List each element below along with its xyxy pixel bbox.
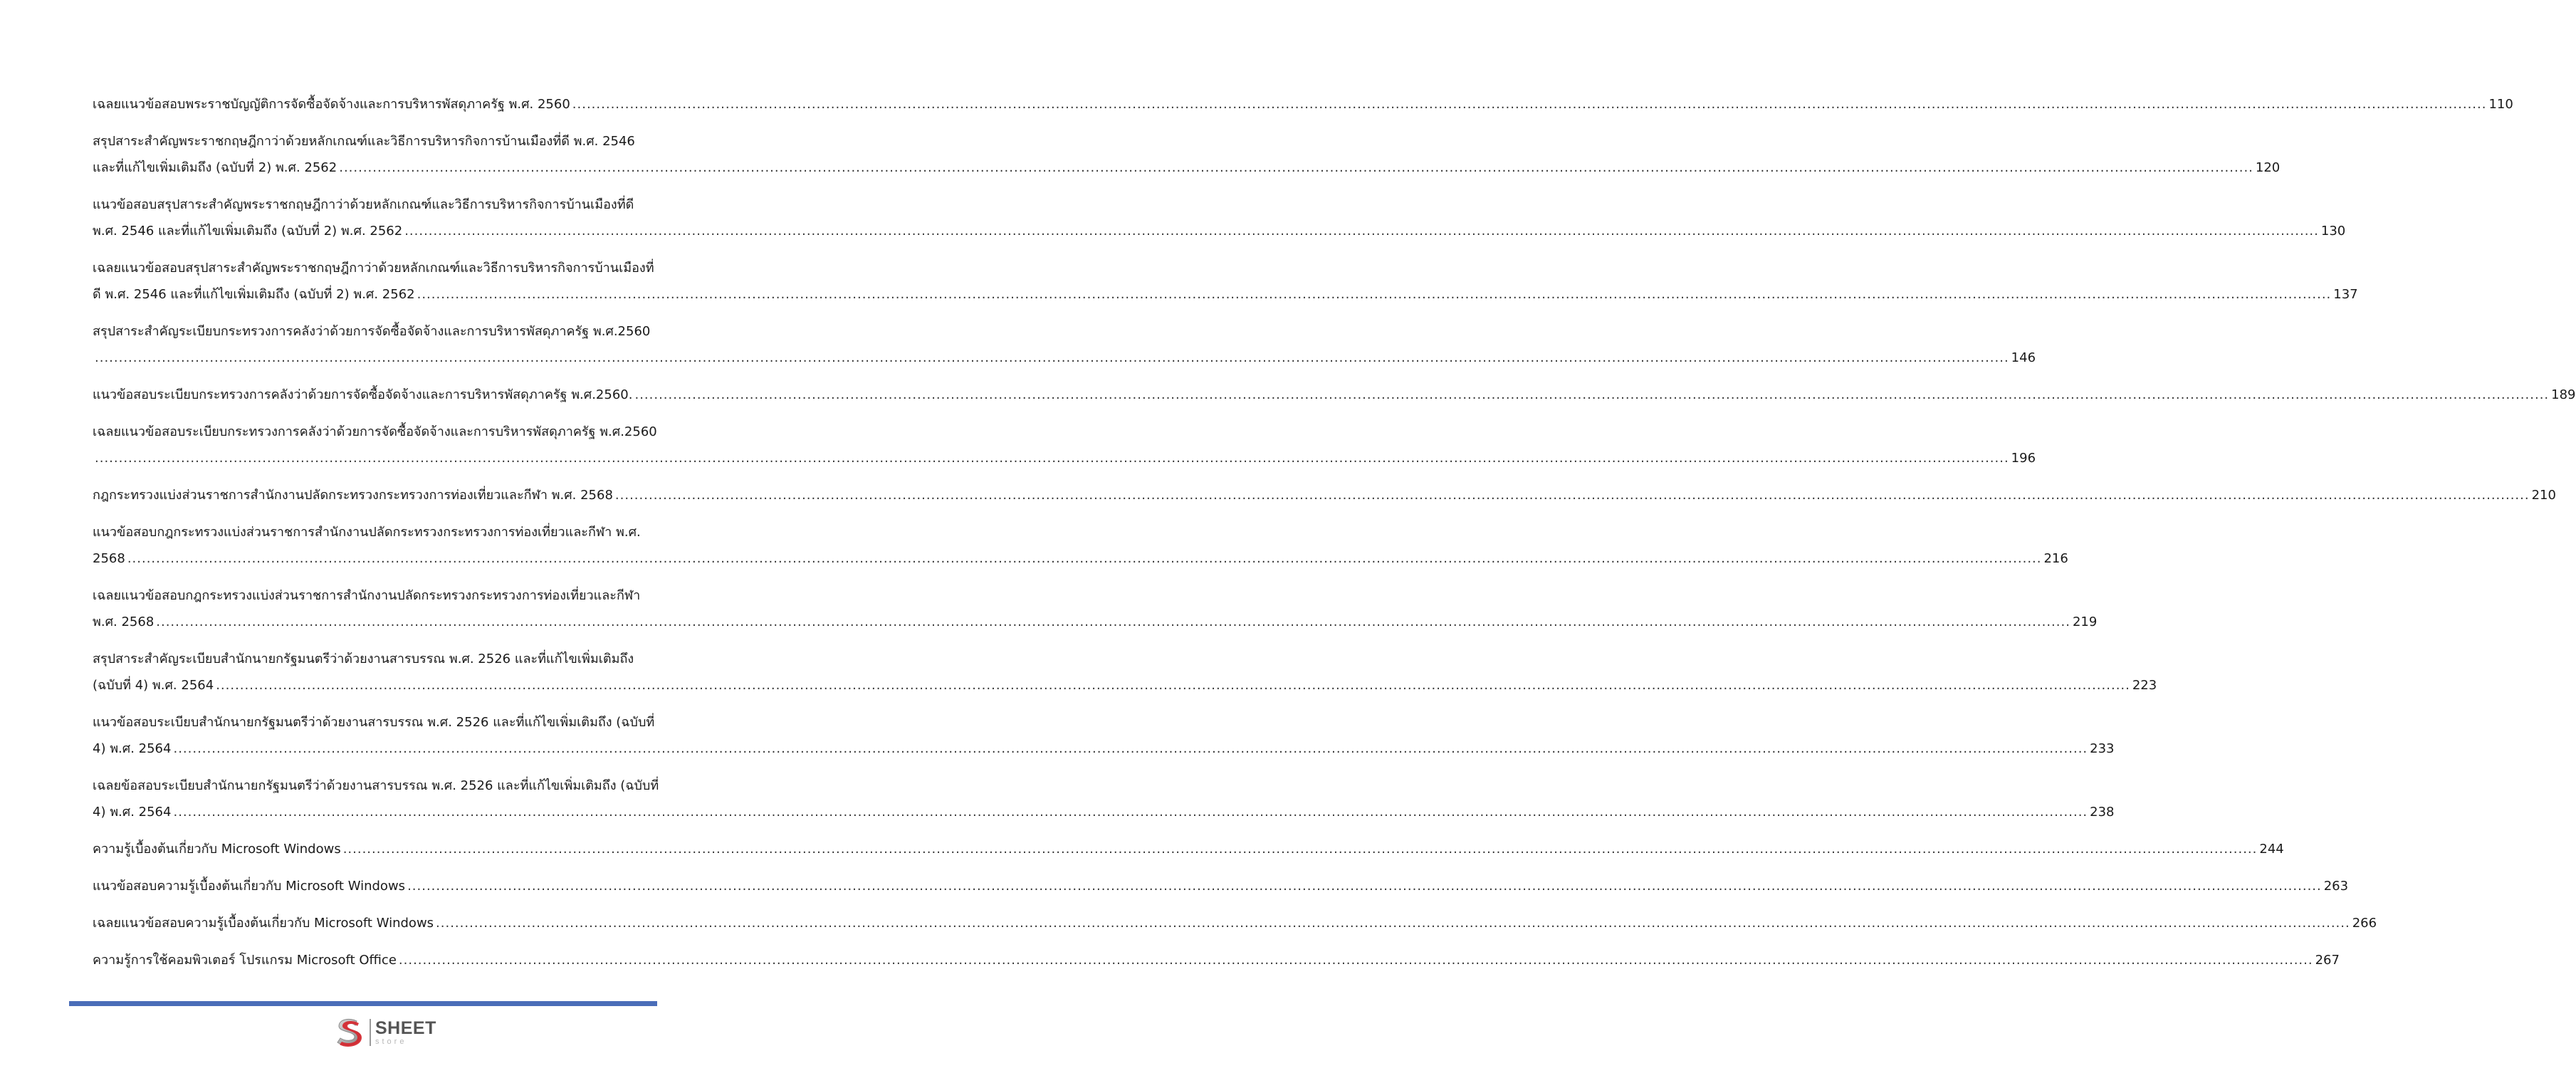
toc-entry-title-line: เฉลยแนวข้อสอบสรุปสาระสำคัญพระราชกฤษฎีกาว่าด้วยหลักเกณฑ์และวิธีการบริหารกิจการบ้านเมืองที่ — [93, 261, 654, 276]
toc-entry[interactable] — [93, 382, 2576, 408]
toc-entry[interactable] — [93, 910, 2377, 936]
toc-page-number: 266 — [2352, 916, 2377, 931]
toc-entry-title-line: 2568 — [93, 551, 125, 566]
toc-dot-leader: ................................................................................................................................................................................................................................................................................................................................................................................................................ — [156, 614, 2070, 629]
toc-entry[interactable] — [93, 128, 2281, 181]
toc-dot-leader: ................................................................................................................................................................................................................................................................................................................................................................................................................ — [173, 741, 2088, 756]
toc-entry[interactable] — [93, 873, 2349, 899]
toc-entry[interactable] — [93, 709, 2115, 762]
toc-entry[interactable] — [93, 192, 2346, 244]
toc-dot-leader: ................................................................................................................................................................................................................................................................................................................................................................................................................ — [342, 842, 2258, 857]
toc-entry-last-line — [93, 218, 2346, 244]
toc-entry-last-line — [93, 445, 2036, 471]
toc-entry-title-line: ดี พ.ศ. 2546 และที่แก้ไขเพิ่มเติมถึง (ฉบับที่ 2) พ.ศ. 2562 — [93, 287, 415, 302]
toc-entry[interactable] — [93, 482, 2556, 508]
toc-entry-title-line: เฉลยแนวข้อสอบระเบียบกระทรวงการคลังว่าด้วยการจัดซื้อจัดจ้างและการบริหารพัสดุภาครัฐ พ.ศ.2560 — [93, 424, 657, 439]
toc-page-number: 267 — [2315, 953, 2340, 968]
toc-entry-last-line — [93, 799, 2115, 825]
toc-entry-title-line: ความรู้การใช้คอมพิวเตอร์ โปรแกรม Microsoft Office — [93, 953, 397, 968]
toc-dot-leader: ................................................................................................................................................................................................................................................................................................................................................................................................................ — [398, 953, 2313, 968]
toc-entry-title-line: เฉลยข้อสอบระเบียบสำนักนายกรัฐมนตรีว่าด้วยงานสารบรรณ พ.ศ. 2526 และที่แก้ไขเพิ่มเติมถึง (ฉบับที่ — [93, 778, 659, 793]
toc-page-number: 244 — [2259, 842, 2284, 857]
toc-entry[interactable] — [93, 773, 2115, 825]
toc-dot-leader: ................................................................................................................................................................................................................................................................................................................................................................................................................ — [614, 488, 2530, 503]
toc-entry-last-line — [93, 947, 2340, 973]
toc-entry-title-line: สรุปสาระสำคัญระเบียบกระทรวงการคลังว่าด้วยการจัดซื้อจัดจ้างและการบริหารพัสดุภาครัฐ พ.ศ.2560 — [93, 324, 651, 339]
toc-entry-title-line: เฉลยแนวข้อสอบพระราชบัญญัติการจัดซื้อจัดจ้างและการบริหารพัสดุภาครัฐ พ.ศ. 2560 — [93, 97, 570, 112]
toc-dot-leader: ................................................................................................................................................................................................................................................................................................................................................................................................................ — [407, 879, 2322, 894]
toc-dot-leader: ................................................................................................................................................................................................................................................................................................................................................................................................................ — [173, 805, 2088, 820]
toc-entry-title-line: สรุปสาระสำคัญระเบียบสำนักนายกรัฐมนตรีว่าด้วยงานสารบรรณ พ.ศ. 2526 และที่แก้ไขเพิ่มเติมถึง — [93, 652, 634, 666]
toc-dot-leader: ................................................................................................................................................................................................................................................................................................................................................................................................................ — [572, 97, 2487, 112]
toc-entry[interactable] — [93, 318, 2036, 371]
toc-entry-title-line: แนวข้อสอบความรู้เบื้องต้นเกี่ยวกับ Microsoft Windows — [93, 879, 406, 894]
toc-entry[interactable] — [93, 255, 2358, 308]
toc-page-number: 120 — [2255, 160, 2281, 175]
toc-dot-leader: ................................................................................................................................................................................................................................................................................................................................................................................................................ — [634, 387, 2550, 402]
brand-name: SHEET — [375, 1017, 436, 1038]
toc-page-number: 223 — [2132, 678, 2157, 693]
toc-entry[interactable] — [93, 646, 2157, 699]
toc-dot-leader: ................................................................................................................................................................................................................................................................................................................................................................................................................ — [127, 551, 2042, 566]
toc-entry-last-line — [93, 873, 2349, 899]
toc-entry-last-line — [93, 382, 2576, 408]
brand-sub: store — [375, 1037, 407, 1046]
footer-divider — [69, 1001, 657, 1006]
toc-entry-last-line — [93, 836, 2284, 862]
toc-dot-leader: ................................................................................................................................................................................................................................................................................................................................................................................................................ — [95, 451, 2009, 466]
toc-dot-leader: ................................................................................................................................................................................................................................................................................................................................................................................................................ — [339, 160, 2253, 175]
sheet-store-s-logo-icon — [333, 1017, 366, 1048]
toc-page-number: 110 — [2488, 97, 2513, 112]
toc-entry-title-line: แนวข้อสอบระเบียบสำนักนายกรัฐมนตรีว่าด้วยงานสารบรรณ พ.ศ. 2526 และที่แก้ไขเพิ่มเติมถึง (ฉบับที่ — [93, 715, 655, 730]
toc-page-number: 219 — [2072, 614, 2098, 629]
toc-page-number: 238 — [2090, 805, 2115, 820]
toc-entry-title-line: ความรู้เบื้องต้นเกี่ยวกับ Microsoft Windows — [93, 842, 341, 857]
toc-page-number: 263 — [2323, 879, 2349, 894]
toc-entry-title-line: สรุปสาระสำคัญพระราชกฤษฎีกาว่าด้วยหลักเกณฑ์และวิธีการบริหารกิจการบ้านเมืองที่ดี พ.ศ. 2546 — [93, 134, 635, 149]
toc-entry-title-line: แนวข้อสอบสรุปสาระสำคัญพระราชกฤษฎีกาว่าด้วยหลักเกณฑ์และวิธีการบริหารกิจการบ้านเมืองที่ดี — [93, 197, 634, 212]
toc-entry-title-line: เฉลยแนวข้อสอบความรู้เบื้องต้นเกี่ยวกับ Microsoft Windows — [93, 916, 434, 931]
toc-dot-leader: ................................................................................................................................................................................................................................................................................................................................................................................................................ — [417, 287, 2332, 302]
toc-entry-last-line — [93, 545, 2068, 572]
toc-dot-leader: ................................................................................................................................................................................................................................................................................................................................................................................................................ — [404, 224, 2319, 239]
toc-entry[interactable] — [93, 582, 2098, 635]
toc-entry-title-line: 4) พ.ศ. 2564 — [93, 805, 172, 820]
toc-page-number: 130 — [2320, 224, 2346, 239]
toc-page-number: 233 — [2090, 741, 2115, 756]
toc-entry-last-line — [93, 736, 2115, 762]
toc-entry-title-line: แนวข้อสอบกฎกระทรวงแบ่งส่วนราชการสำนักงานปลัดกระทรวงกระทรวงการท่องเที่ยวและกีฬา พ.ศ. — [93, 525, 641, 540]
table-of-contents — [93, 91, 2576, 984]
toc-page-number: 137 — [2333, 287, 2358, 302]
toc-entry-title-line: เฉลยแนวข้อสอบกฎกระทรวงแบ่งส่วนราชการสำนักงานปลัดกระทรวงกระทรวงการท่องเที่ยวและกีฬา — [93, 588, 641, 603]
toc-entry-title-line: แนวข้อสอบระเบียบกระทรวงการคลังว่าด้วยการจัดซื้อจัดจ้างและการบริหารพัสดุภาครัฐ พ.ศ.2560. — [93, 387, 633, 402]
toc-entry-last-line — [93, 672, 2157, 699]
toc-entry[interactable] — [93, 419, 2036, 471]
toc-entry-last-line — [93, 345, 2036, 371]
toc-entry[interactable] — [93, 947, 2340, 973]
toc-page-number: 216 — [2043, 551, 2068, 566]
toc-entry-title-line: พ.ศ. 2546 และที่แก้ไขเพิ่มเติมถึง (ฉบับที่ 2) พ.ศ. 2562 — [93, 224, 403, 239]
toc-entry[interactable] — [93, 519, 2068, 572]
logo-separator — [370, 1019, 371, 1046]
toc-page-number: 189 — [2551, 387, 2576, 402]
toc-dot-leader: ................................................................................................................................................................................................................................................................................................................................................................................................................ — [95, 350, 2009, 365]
toc-entry-last-line — [93, 281, 2358, 308]
toc-entry-title-line: กฎกระทรวงแบ่งส่วนราชการสำนักงานปลัดกระทรวงกระทรวงการท่องเที่ยวและกีฬา พ.ศ. 2568 — [93, 488, 613, 503]
toc-entry[interactable] — [93, 836, 2284, 862]
toc-entry[interactable] — [93, 91, 2513, 117]
toc-entry-title-line: พ.ศ. 2568 — [93, 614, 155, 629]
toc-page-number: 196 — [2011, 451, 2036, 466]
logo-text — [375, 1017, 436, 1046]
toc-entry-last-line — [93, 910, 2377, 936]
toc-entry-title-line: และที่แก้ไขเพิ่มเติมถึง (ฉบับที่ 2) พ.ศ. 2562 — [93, 160, 337, 175]
toc-page-number: 146 — [2011, 350, 2036, 365]
toc-dot-leader: ................................................................................................................................................................................................................................................................................................................................................................................................................ — [436, 916, 2350, 931]
sheet-store-logo — [333, 1017, 436, 1048]
toc-dot-leader: ................................................................................................................................................................................................................................................................................................................................................................................................................ — [216, 678, 2130, 693]
toc-entry-last-line — [93, 482, 2556, 508]
toc-page-number: 210 — [2531, 488, 2556, 503]
toc-entry-last-line — [93, 609, 2098, 635]
toc-entry-title-line: (ฉบับที่ 4) พ.ศ. 2564 — [93, 678, 214, 693]
toc-entry-last-line — [93, 155, 2281, 181]
toc-entry-title-line: 4) พ.ศ. 2564 — [93, 741, 172, 756]
toc-entry-last-line — [93, 91, 2513, 117]
